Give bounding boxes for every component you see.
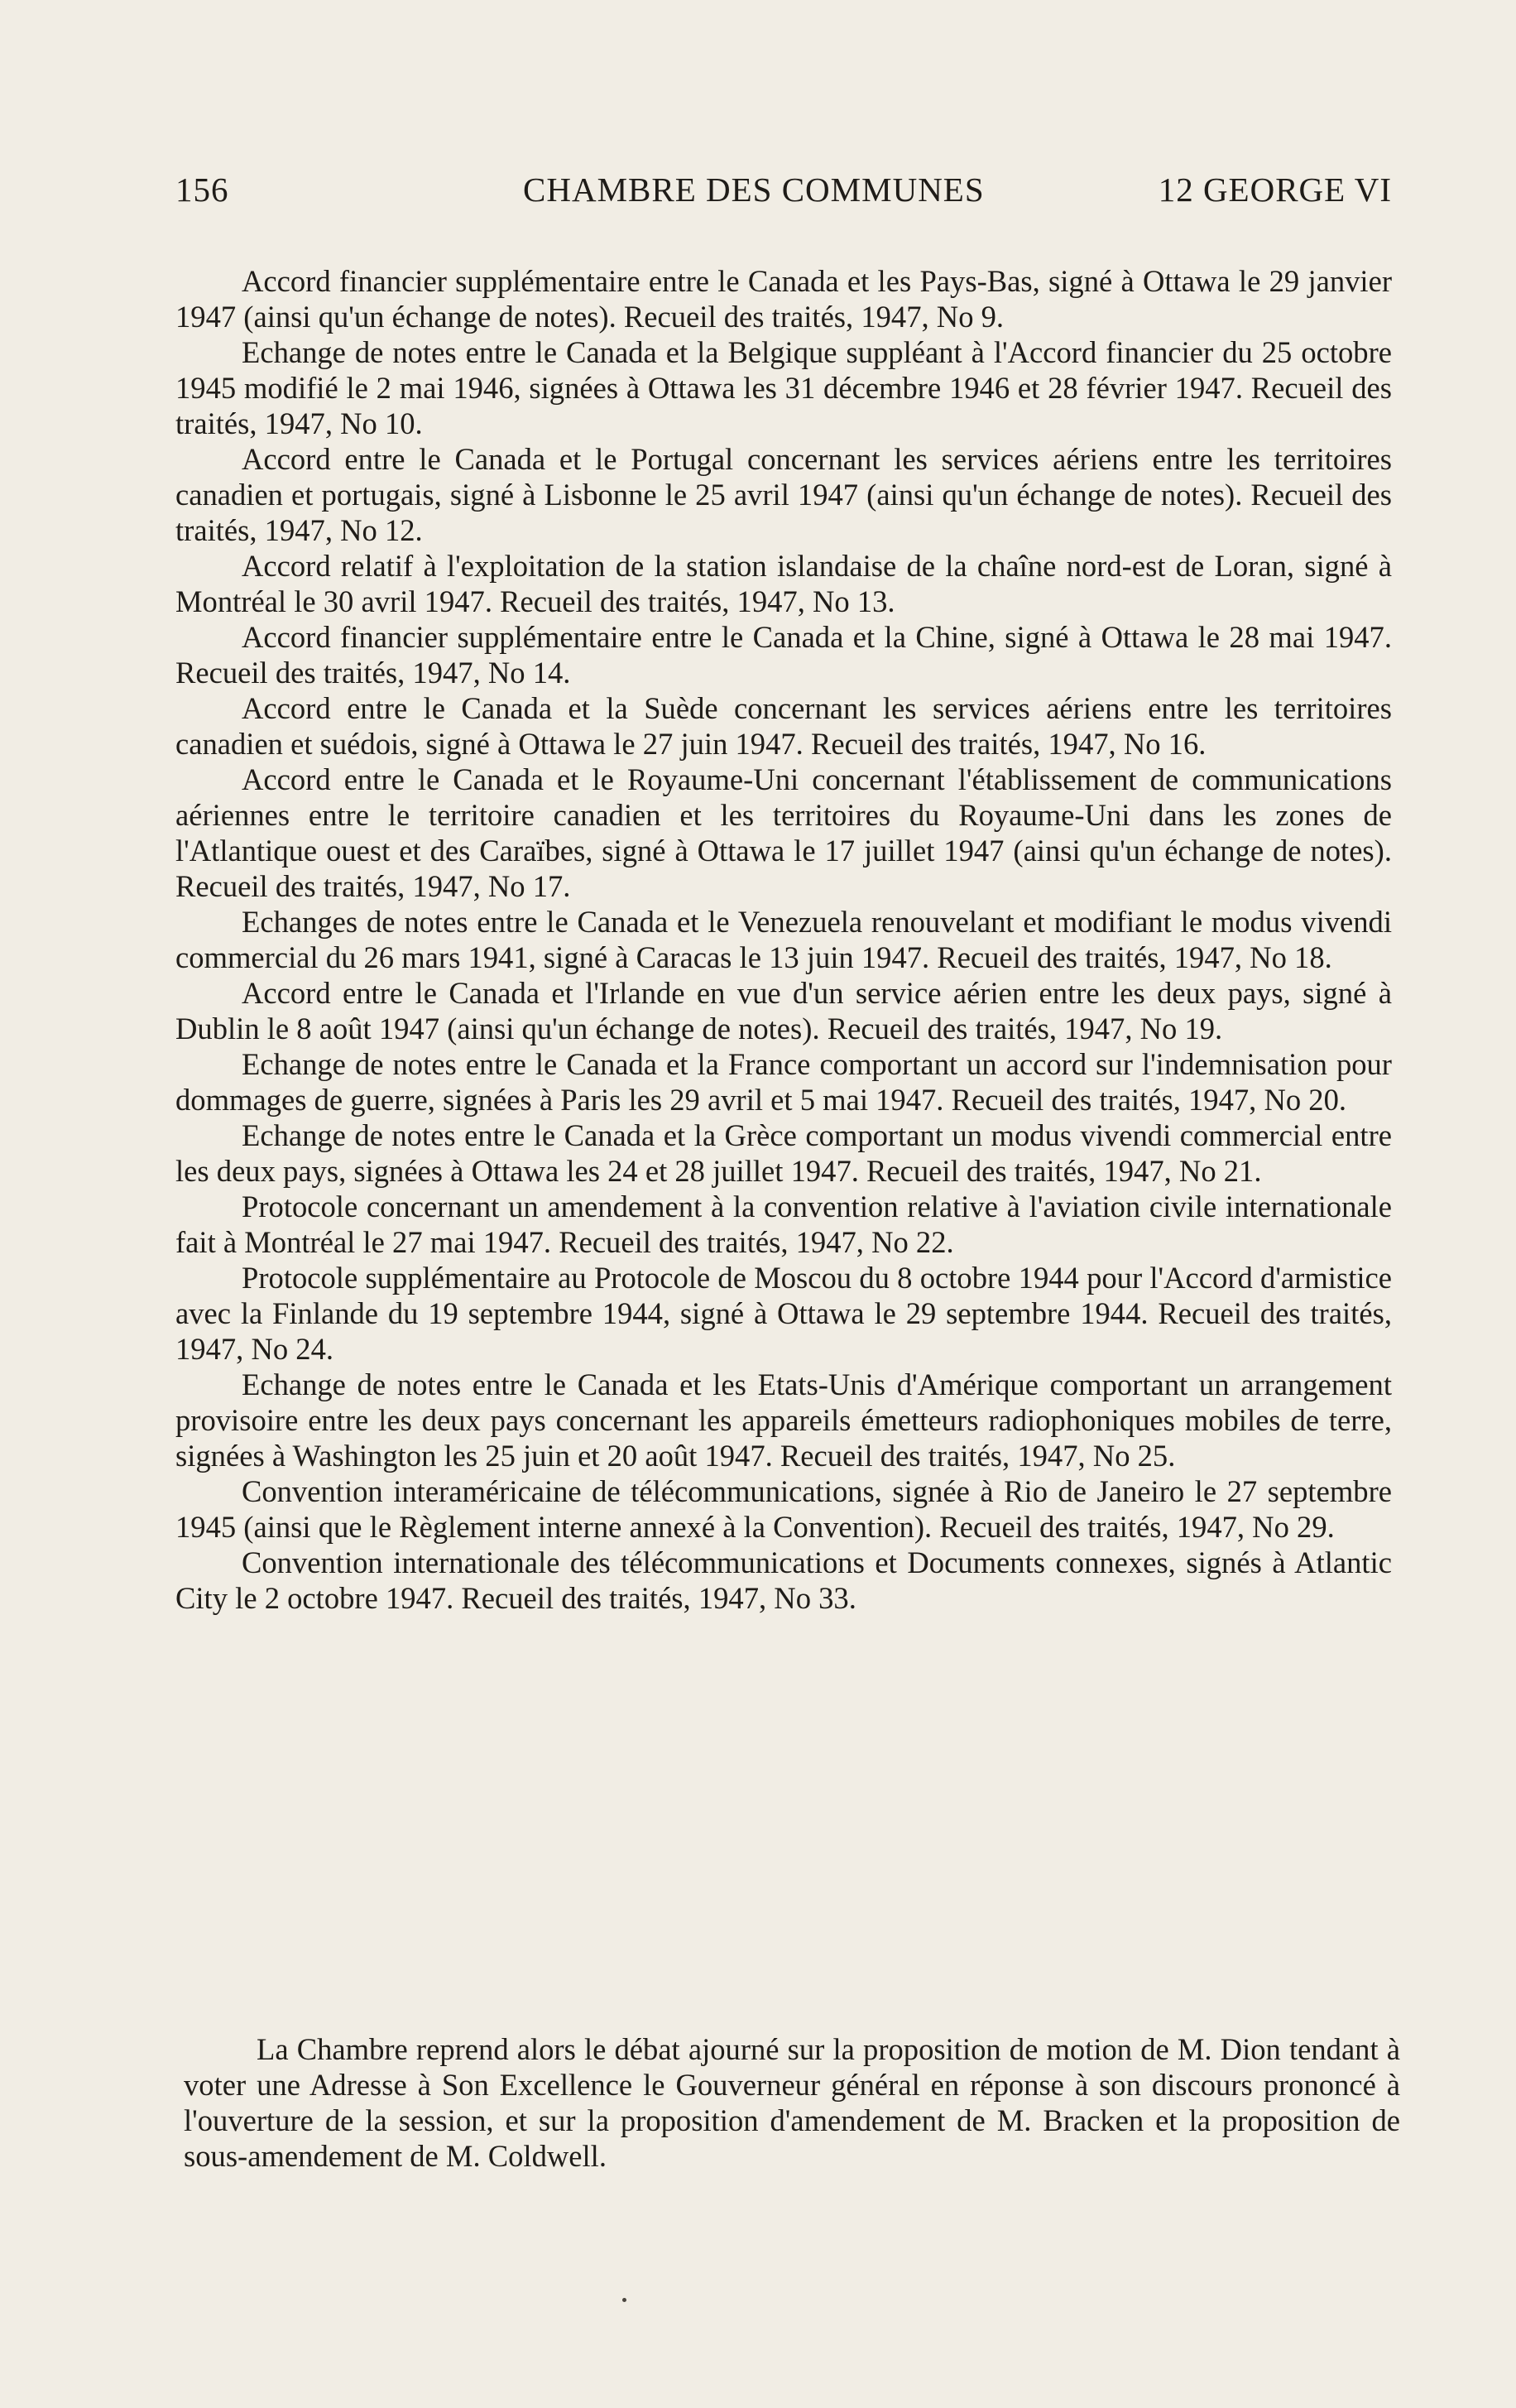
treaty-entry: Accord entre le Canada et l'Irlande en vue d'un service aérien entre les deux pays, signé à Dublin le 8 août 1947 (ainsi qu'un échange de notes). Recueil des traités, 1947, No 19. (175, 976, 1392, 1045)
page-number: 156 (175, 171, 229, 209)
page-mark (622, 2298, 626, 2302)
treaty-entry: Accord entre le Canada et le Portugal concernant les services aériens entre les territoires canadien et portugais, signé à Lisbonne le 25 avril 1947 (ainsi qu'un échange de notes). Recueil des traités, 1947, No 12. (175, 442, 1392, 547)
treaty-entry: Accord financier supplémentaire entre le Canada et la Chine, signé à Ottawa le 28 mai 1947. Recueil des traités, 1947, No 14. (175, 620, 1392, 690)
closing-paragraph: La Chambre reprend alors le débat ajourné sur la proposition de motion de M. Dion tendant à voter une Adresse à Son Excellence le Gouverneur général en réponse à son discours prononcé à l'ouverture de la session, et sur la proposition d'amendement de M. Bracken et la proposition de sous-amendement de M. Coldwell. (184, 2032, 1400, 2173)
treaty-entry: Accord relatif à l'exploitation de la station islandaise de la chaîne nord-est de Loran, signé à Montréal le 30 avril 1947. Recueil des traités, 1947, No 13. (175, 549, 1392, 618)
treaty-entry: Accord financier supplémentaire entre le Canada et les Pays-Bas, signé à Ottawa le 29 janvier 1947 (ainsi qu'un échange de notes). Recueil des traités, 1947, No 9. (175, 264, 1392, 334)
treaty-entry: Echange de notes entre le Canada et la Grèce comportant un modus vivendi commercial entre les deux pays, signées à Ottawa les 24 et 28 juillet 1947. Recueil des traités, 1947, No 21. (175, 1118, 1392, 1188)
running-title: CHAMBRE DES COMMUNES (523, 171, 985, 209)
treaty-entry: Echanges de notes entre le Canada et le Venezuela renouvelant et modifiant le modus vivendi commercial du 26 mars 1941, signé à Caracas le 13 juin 1947. Recueil des traités, 1947, No 18. (175, 905, 1392, 974)
treaty-entry: Accord entre le Canada et la Suède concernant les services aériens entre les territoires canadien et suédois, signé à Ottawa le 27 juin 1947. Recueil des traités, 1947, No 16. (175, 691, 1392, 761)
treaty-entry: Convention interaméricaine de télécommunications, signée à Rio de Janeiro le 27 septembre 1945 (ainsi que le Règlement interne annexé à la Convention). Recueil des traités, 1947, No 29. (175, 1474, 1392, 1544)
treaty-entry: Accord entre le Canada et le Royaume-Uni concernant l'établissement de communications aériennes entre le territoire canadien et les territoires du Royaume-Uni dans les zones de l'Atlantique ouest et des Caraïbes, signé à Ottawa le 17 juillet 1947 (ainsi qu'un échange de notes). Recueil des traités, 1947, No 17. (175, 762, 1392, 903)
closing-section (184, 2031, 1400, 2174)
treaty-entry: Echange de notes entre le Canada et la Belgique suppléant à l'Accord financier du 25 octobre 1945 modifié le 2 mai 1946, signées à Ottawa les 31 décembre 1946 et 28 février 1947. Recueil des traités, 1947, No 10. (175, 335, 1392, 440)
treaty-entry: Convention internationale des télécommunications et Documents connexes, signés à Atlantic City le 2 octobre 1947. Recueil des traités, 1947, No 33. (175, 1545, 1392, 1615)
treaty-entry: Protocole concernant un amendement à la convention relative à l'aviation civile internationale fait à Montréal le 27 mai 1947. Recueil des traités, 1947, No 22. (175, 1190, 1392, 1259)
treaty-entry: Echange de notes entre le Canada et les Etats-Unis d'Amérique comportant un arrangement provisoire entre les deux pays concernant les appareils émetteurs radiophoniques mobiles de terre, signées à Washington les 25 juin et 20 août 1947. Recueil des traités, 1947, No 25. (175, 1367, 1392, 1473)
reign-label: 12 GEORGE VI (1158, 171, 1392, 209)
treaty-entry: Echange de notes entre le Canada et la France comportant un accord sur l'indemnisation pour dommages de guerre, signées à Paris les 29 avril et 5 mai 1947. Recueil des traités, 1947, No 20. (175, 1047, 1392, 1117)
treaty-entry: Protocole supplémentaire au Protocole de Moscou du 8 octobre 1944 pour l'Accord d'armistice avec la Finlande du 19 septembre 1944, signé à Ottawa le 29 septembre 1944. Recueil des traités, 1947, No 24. (175, 1261, 1392, 1366)
treaty-list (175, 263, 1392, 1616)
